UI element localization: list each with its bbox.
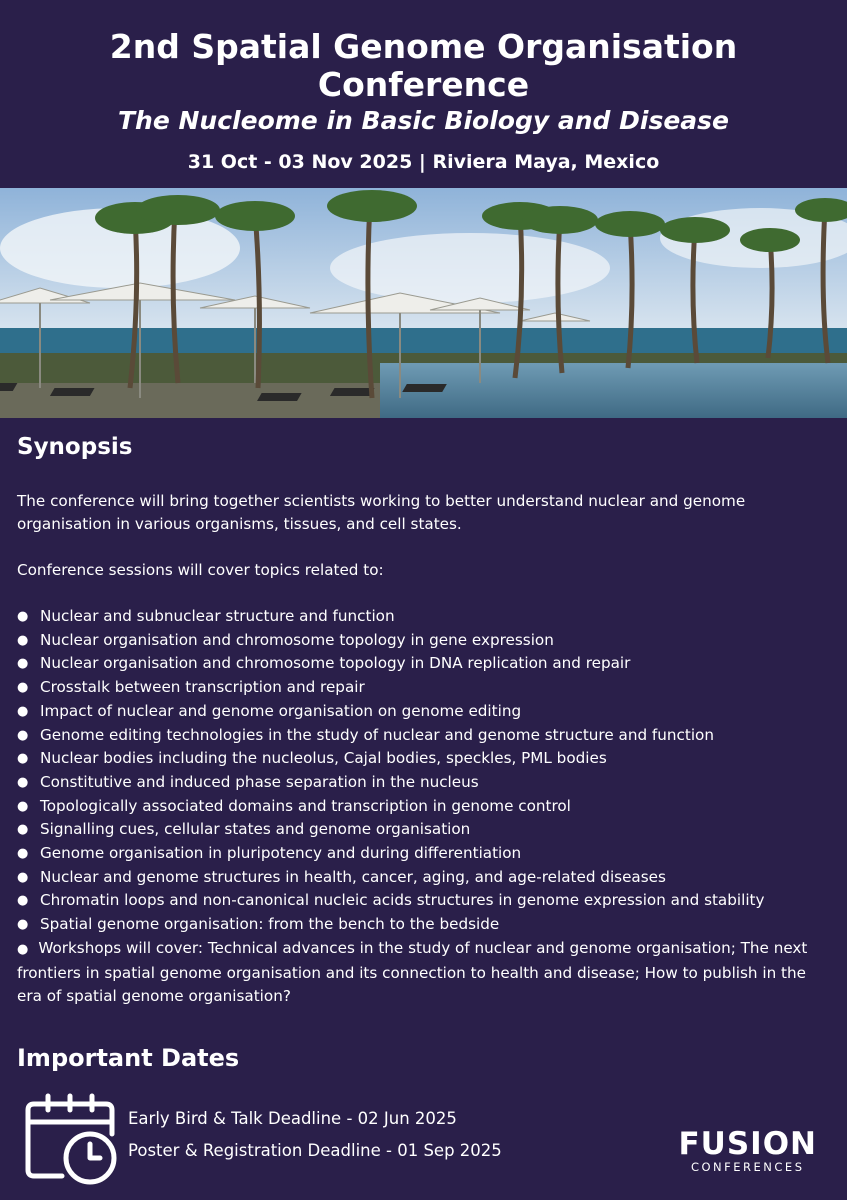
date-location: 31 Oct - 03 Nov 2025 | Riviera Maya, Mexico: [187, 151, 660, 173]
list-item: ● Genome editing technologies in the study of nuclear and genome structure and function: [17, 724, 832, 748]
list-item: ● Nuclear organisation and chromosome topology in gene expression: [17, 629, 832, 653]
list-item: ● Crosstalk between transcription and repair: [17, 676, 832, 700]
list-item: ● Signalling cues, cellular states and genome organisation: [17, 818, 832, 842]
bullet-icon: ●: [17, 846, 29, 862]
calendar-clock-icon: [22, 1090, 120, 1192]
synopsis-section: [17, 432, 832, 1009]
fusion-logo: [678, 1128, 817, 1174]
bullet-icon: ●: [17, 656, 29, 672]
resort-photo: [0, 188, 847, 418]
list-item: ● Workshops will cover: Technical advances in the study of nuclear and genome organisation; The next frontiers in spatial genome organisation and its connection to health and disease; How to publish in the era of spatial genome organisation?: [17, 938, 808, 1006]
bullet-icon: ●: [17, 893, 29, 909]
deadlines-list: [128, 1108, 502, 1162]
header: [0, 0, 847, 174]
list-item: ● Nuclear bodies including the nucleolus, Cajal bodies, speckles, PML bodies: [17, 747, 832, 771]
bullet-icon: ●: [17, 869, 29, 885]
conference-subtitle: The Nucleome in Basic Biology and Disease: [118, 106, 729, 135]
sessions-lead: Conference sessions will cover topics related to:: [17, 561, 384, 579]
list-item: ● Genome organisation in pluripotency and during differentiation: [17, 842, 832, 866]
important-dates-section: [17, 1043, 239, 1073]
list-item: ● Impact of nuclear and genome organisation on genome editing: [17, 700, 832, 724]
list-item: ● Nuclear organisation and chromosome topology in DNA replication and repair: [17, 652, 832, 676]
bullet-icon: ●: [17, 703, 29, 719]
list-item: ● Nuclear and genome structures in health, cancer, aging, and age-related diseases: [17, 866, 832, 890]
conference-title: 2nd Spatial Genome Organisation Conference: [109, 27, 738, 104]
bullet-icon: ●: [17, 632, 29, 648]
list-item: ● Spatial genome organisation: from the bench to the bedside: [17, 913, 832, 937]
list-item: ● Chromatin loops and non-canonical nucleic acids structures in genome expression and stability: [17, 889, 832, 913]
synopsis-intro: The conference will bring together scientists working to better understand nuclear and genome organisation in various organisms, tissues, and cell states.: [17, 492, 746, 533]
bullet-icon: ●: [17, 727, 29, 743]
synopsis-heading: Synopsis: [17, 434, 133, 460]
list-item: ● Nuclear and subnuclear structure and function: [17, 605, 832, 629]
bullet-icon: ●: [17, 609, 29, 624]
important-dates-heading: Important Dates: [17, 1044, 240, 1072]
list-item: ● Topologically associated domains and transcription in genome control: [17, 795, 832, 819]
bullet-icon: ●: [17, 680, 29, 696]
bullet-icon: ●: [17, 774, 29, 790]
logo-sub-text: CONFERENCES: [690, 1160, 805, 1174]
resort-photo-icon: [0, 188, 847, 418]
logo-main-text: FUSION: [678, 1126, 817, 1162]
bullet-icon: ●: [17, 798, 29, 814]
bullet-icon: ●: [17, 751, 29, 767]
early-bird-deadline: Early Bird & Talk Deadline - 02 Jun 2025: [128, 1109, 457, 1128]
bullet-icon: ●: [17, 822, 29, 838]
registration-deadline: Poster & Registration Deadline - 01 Sep 2025: [128, 1141, 502, 1160]
topics-list: [17, 605, 832, 1009]
bullet-icon: ●: [17, 941, 29, 957]
list-item: ● Constitutive and induced phase separation in the nucleus: [17, 771, 832, 795]
bullet-icon: ●: [17, 917, 29, 933]
